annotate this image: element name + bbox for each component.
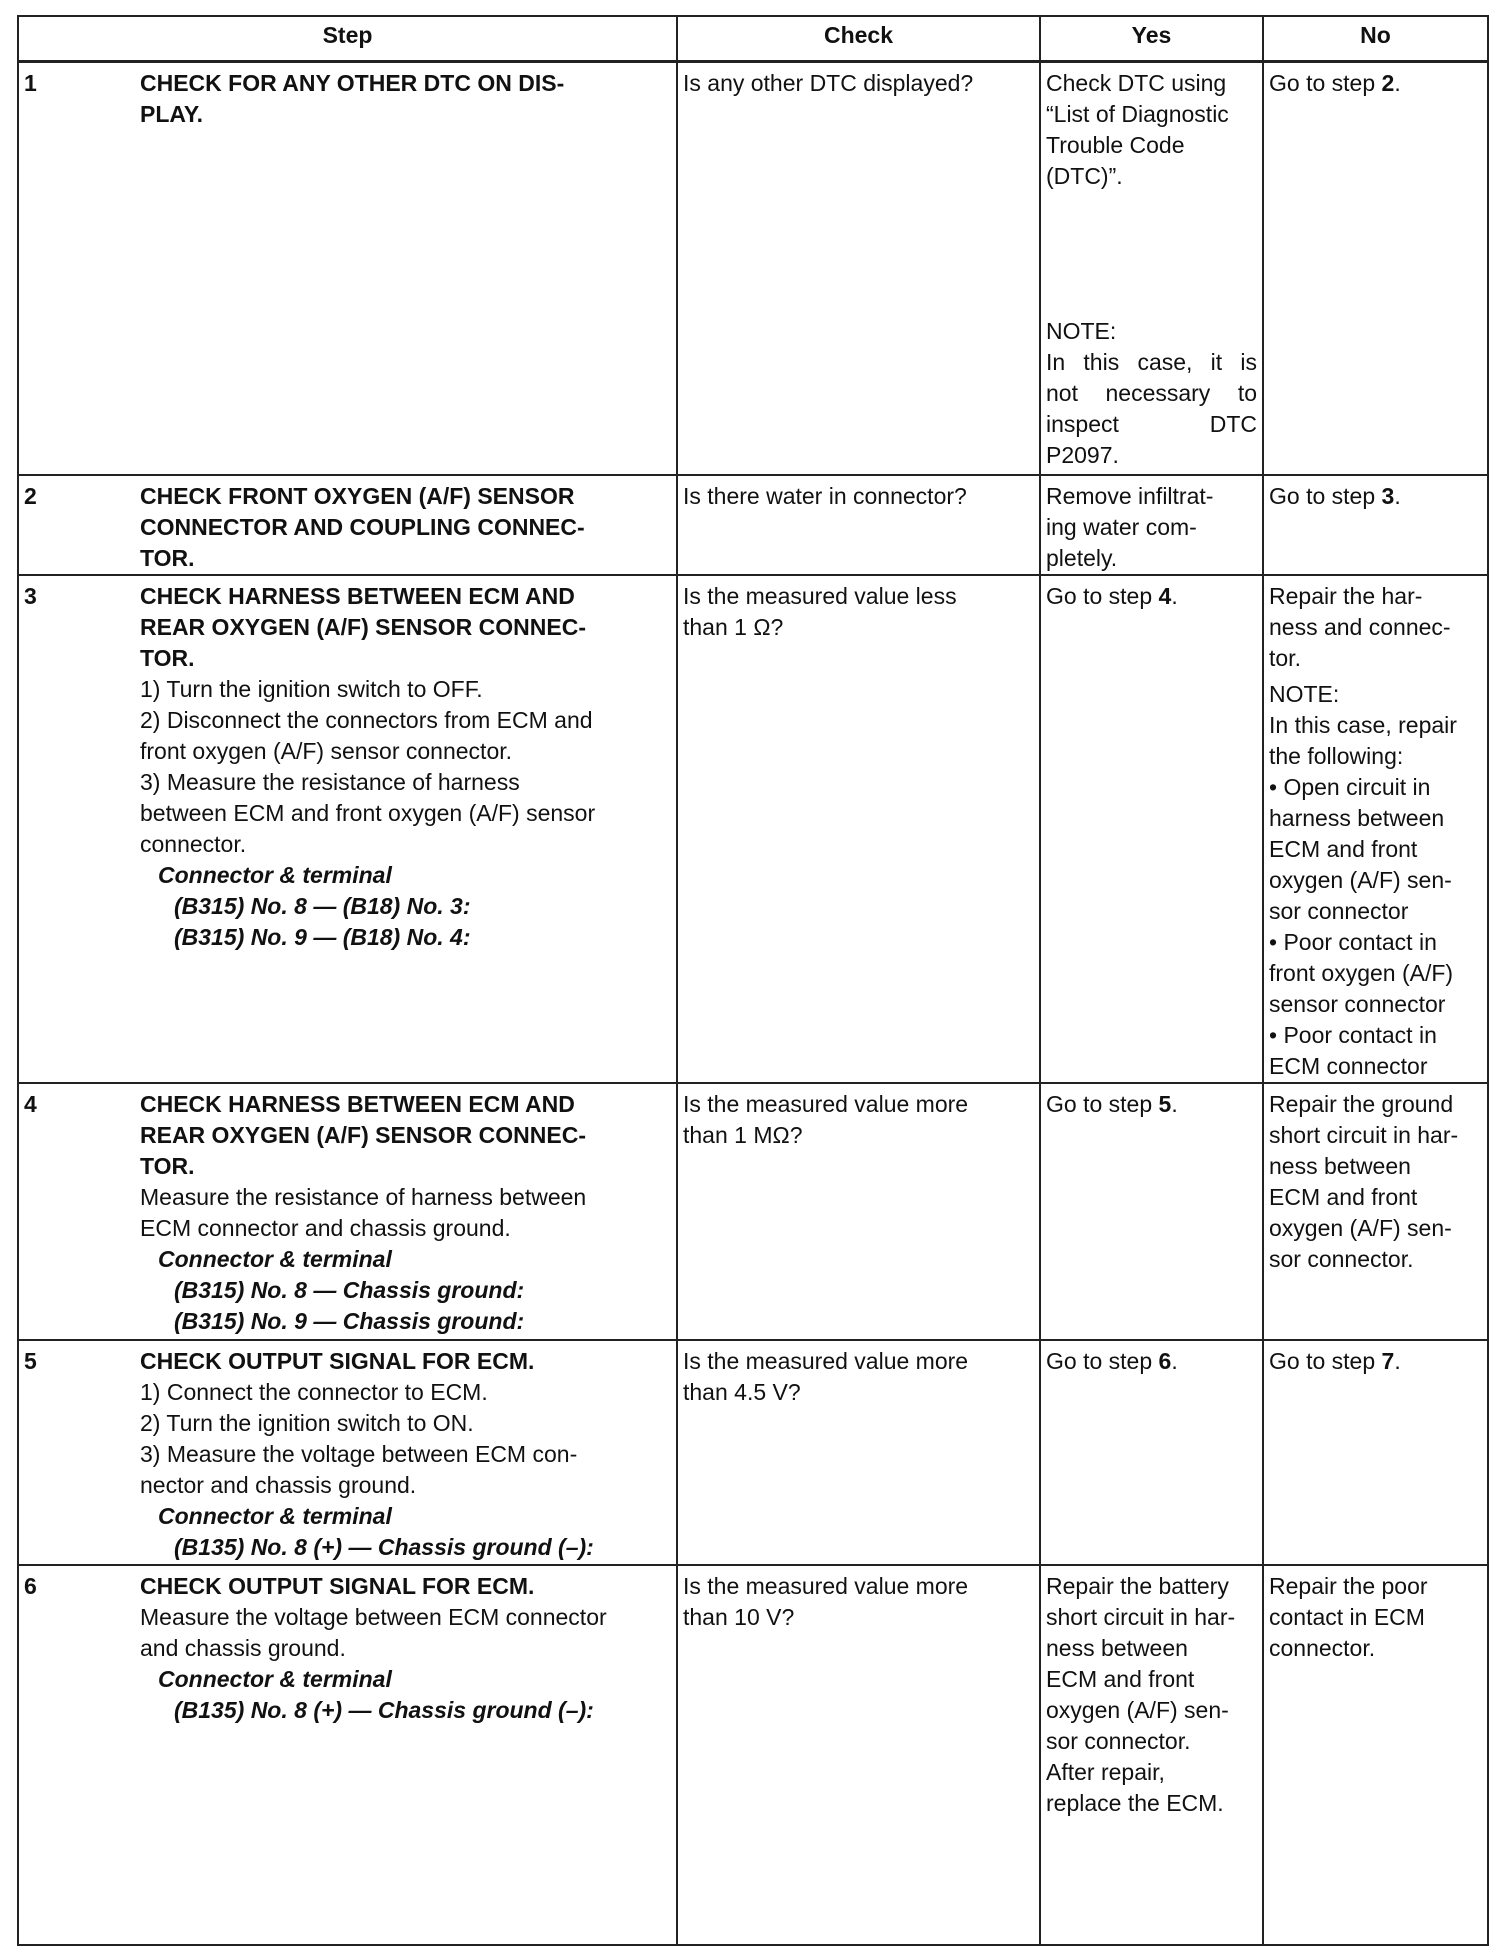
no-note-body: In this case, repair the following: • Open circuit in harness between ECM and front oxygen (A/F) sen- sor connector • Poor contact in front oxygen (A/F) sensor connector • Poor contact in ECM connector [1269,711,1457,1079]
punctuation: . [1394,1347,1401,1374]
check-cell: Is the measured value more than 10 V? [677,1565,1040,1945]
table-row-step-1 [18,62,1488,475]
step-title: CHECK FRONT OXYGEN (A/F) SENSOR CONNECTOR AND COUPLING CONNEC- TOR. [140,482,585,571]
no-cell: Repair the ground short circuit in har- ness between ECM and front oxygen (A/F) sen- sor connector. [1263,1083,1488,1340]
check-cell: Is the measured value more than 1 MΩ? [677,1083,1040,1340]
step-number: 3 [24,582,37,609]
step-ref: 7 [1381,1347,1395,1374]
step-ref: 2 [1381,70,1395,96]
punctuation: . [1394,70,1401,96]
step-title: CHECK FOR ANY OTHER DTC ON DIS- PLAY. [140,70,565,127]
table-row-step-2 [18,475,1488,575]
no-cell [1263,1340,1488,1565]
step-number: 5 [24,1347,37,1374]
connector-label: Connector & terminal [158,1502,392,1529]
step-cell [18,1340,677,1565]
connector-terminal: (B315) No. 8 — Chassis ground: [174,1276,525,1303]
table-row-step-6 [18,1565,1488,1945]
yes-note-line: P2097. [1046,442,1119,468]
yes-cell [1040,1340,1263,1565]
check-cell: Is there water in connector? [677,475,1040,575]
no-cell [1263,62,1488,475]
connector-terminal: (B315) No. 9 — Chassis ground: [174,1307,525,1334]
connector-terminal: (B315) No. 8 — (B18) No. 3: [174,892,471,919]
check-cell: Is the measured value more than 4.5 V? [677,1340,1040,1565]
step-number: 4 [24,1090,37,1117]
yes-note-line: not necessary to [1046,380,1257,406]
step-cell [18,62,677,475]
step-title: CHECK OUTPUT SIGNAL FOR ECM. [140,1347,535,1374]
table-row-step-5 [18,1340,1488,1565]
punctuation: . [1394,482,1401,509]
yes-note-label: NOTE: [1046,318,1117,344]
step-title: CHECK HARNESS BETWEEN ECM AND REAR OXYGEN (A/F) SENSOR CONNEC- TOR. [140,1090,586,1179]
step-ref: 3 [1381,482,1395,509]
step-number: 2 [24,482,37,509]
step-ref: 4 [1158,582,1172,609]
header-check: Check [677,16,1040,62]
step-instructions: Measure the resistance of harness between ECM connector and chassis ground. [140,1183,587,1241]
step-instructions: 1) Turn the ignition switch to OFF. 2) Disconnect the connectors from ECM and front oxygen (A/F) sensor connector. 3) Measure the resistance of harness between ECM and front oxygen (A/F) sensor connector. [140,675,596,857]
header-yes: Yes [1040,16,1263,62]
yes-cell [1040,575,1263,1083]
connector-terminal: (B315) No. 9 — (B18) No. 4: [174,923,471,950]
diagnostic-procedure-table [17,15,1489,1946]
step-cell [18,1083,677,1340]
no-cell [1263,575,1488,1083]
punctuation: . [1171,1090,1178,1117]
step-title: CHECK HARNESS BETWEEN ECM AND REAR OXYGEN (A/F) SENSOR CONNEC- TOR. [140,582,586,671]
no-text: Go to step [1269,482,1382,509]
no-cell: Repair the poor contact in ECM connector. [1263,1565,1488,1945]
connector-label: Connector & terminal [158,861,392,888]
no-text: Repair the har- ness and connec- tor. [1269,582,1451,671]
step-cell [18,1565,677,1945]
no-text: Go to step [1269,70,1382,96]
step-instructions: Measure the voltage between ECM connector and chassis ground. [140,1603,607,1661]
no-text: Go to step [1269,1347,1382,1374]
connector-terminal: (B135) No. 8 (+) — Chassis ground (–): [174,1696,594,1723]
yes-cell: Remove infiltrat- ing water com- pletely. [1040,475,1263,575]
step-ref: 5 [1158,1090,1172,1117]
step-instructions: 1) Connect the connector to ECM. 2) Turn the ignition switch to ON. 3) Measure the voltage between ECM con- nector and chassis ground. [140,1378,578,1498]
step-cell [18,475,677,575]
header-no: No [1263,16,1488,62]
yes-note-line: In this case, it is [1046,349,1257,375]
check-cell: Is any other DTC displayed? [677,62,1040,475]
connector-label: Connector & terminal [158,1665,392,1692]
yes-text: Go to step [1046,1090,1159,1117]
table-row-step-4 [18,1083,1488,1340]
yes-text: Go to step [1046,1347,1159,1374]
yes-text: Check DTC using “List of Diagnostic Trouble Code (DTC)”. [1046,70,1229,189]
header-step: Step [18,16,677,62]
yes-cell: Repair the battery short circuit in har- ness between ECM and front oxygen (A/F) sen- sor connector. After repair, replace the ECM. [1040,1565,1263,1945]
step-cell [18,575,677,1083]
header-row [18,16,1488,62]
punctuation: . [1171,582,1178,609]
punctuation: . [1171,1347,1178,1374]
no-note-label: NOTE: [1269,680,1340,707]
step-number: 1 [24,70,37,96]
step-ref: 6 [1158,1347,1172,1374]
yes-cell [1040,1083,1263,1340]
connector-label: Connector & terminal [158,1245,392,1272]
table-row-step-3 [18,575,1488,1083]
yes-note-line: inspect DTC [1046,411,1257,437]
connector-terminal: (B135) No. 8 (+) — Chassis ground (–): [174,1533,594,1560]
yes-text: Go to step [1046,582,1159,609]
check-cell: Is the measured value less than 1 Ω? [677,575,1040,1083]
step-number: 6 [24,1572,37,1599]
no-cell [1263,475,1488,575]
step-title: CHECK OUTPUT SIGNAL FOR ECM. [140,1572,535,1599]
yes-cell [1040,62,1263,475]
